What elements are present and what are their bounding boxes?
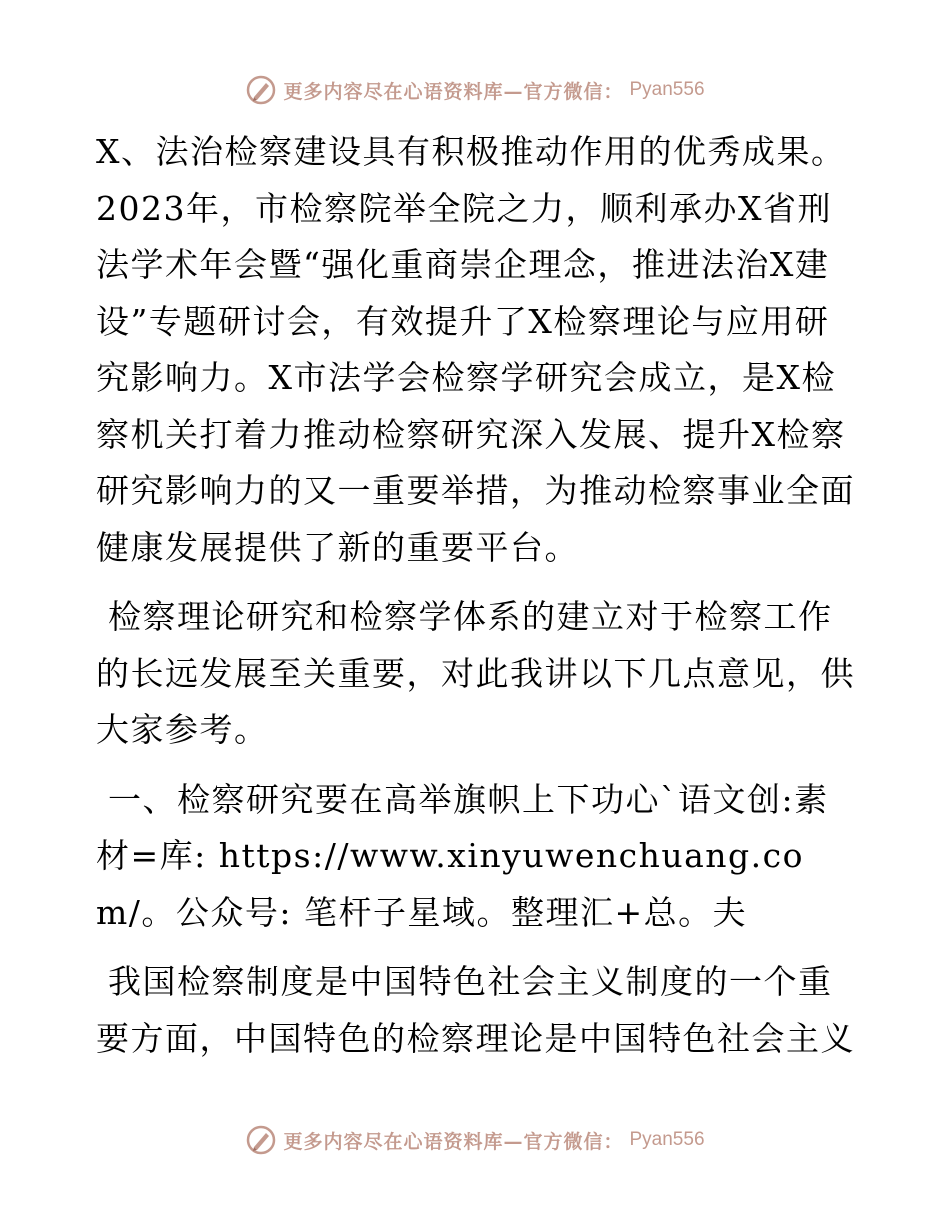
footer-watermark [0,1120,950,1160]
paragraph-3: 一、检察研究要在高举旗帜上下功心`语文创:素材=库: https://www.xinyuwenchuang.com/。公众号: 笔杆子星域。整理汇+总。夫 [96,779,829,932]
header-watermark [0,70,950,110]
pen-logo-icon [245,74,277,106]
watermark-handle: Pyan556 [629,79,705,100]
paragraph-4: 我国检察制度是中国特色社会主义制度的一个重要方面，中国特色的检察理论是中国特色社会主义 [96,962,855,1058]
watermark-text: 更多内容尽在心语资料库—官方微信： [283,80,624,103]
watermark-handle: Pyan556 [629,1129,705,1150]
document-body [96,124,856,1067]
paragraph-2: 检察理论研究和检察学体系的建立对于检察工作的长远发展至关重要，对此我讲以下几点意见，供大家参考。 [96,597,855,749]
watermark-text: 更多内容尽在心语资料库—官方微信： [283,1130,624,1153]
paragraph-1: X、法治检察建设具有积极推动作用的优秀成果。2023年，市检察院举全院之力，顺利承办X省刑法学术年会暨“强化重商崇企理念，推进法治X建设”专题研讨会，有效提升了X检察理论与应用研究影响力。X市法学会检察学研究会成立，是X检察机关打着力推动检察研究深入发展、提升X检察研究影响力的又一重要举措，为推动检察事业全面健康发展提供了新的重要平台。 [96,132,855,567]
pen-logo-icon [245,1124,277,1156]
